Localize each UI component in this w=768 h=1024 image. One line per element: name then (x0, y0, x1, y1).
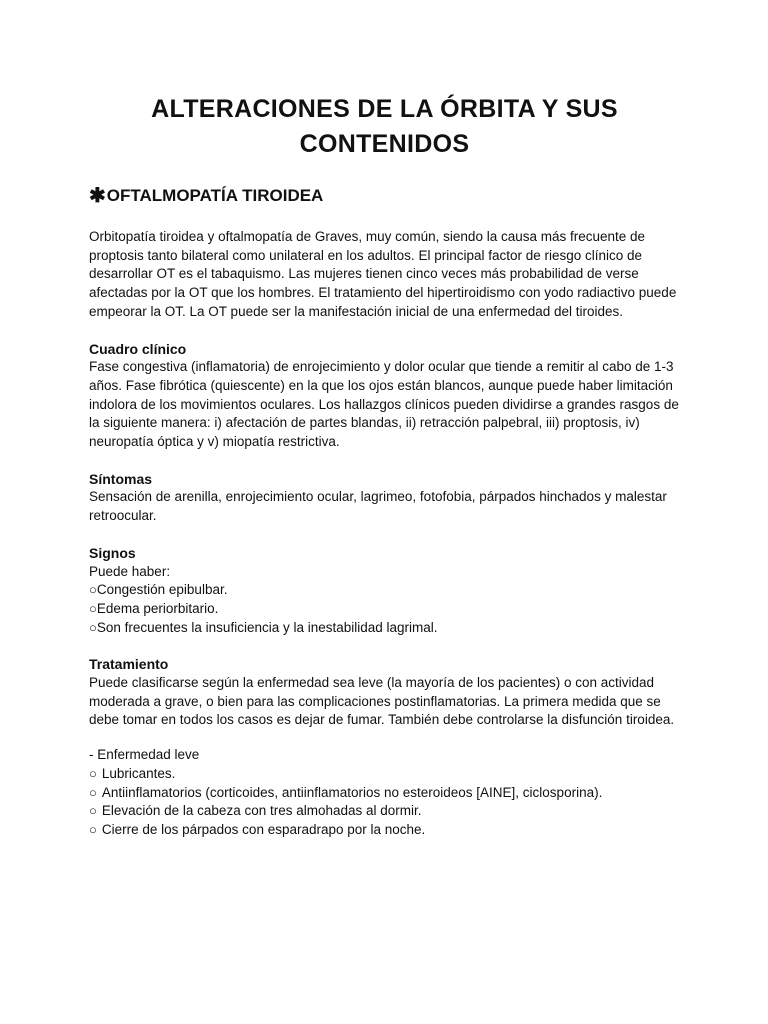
list-item-text: Elevación de la cabeza con tres almohadas al dormir. (101, 803, 422, 819)
asterisk-icon: ✱ (89, 185, 106, 207)
circle-bullet-icon: ○ (89, 821, 97, 837)
enfermedad-leve-block (89, 746, 680, 840)
cuadro-clinico-heading: Cuadro clínico (89, 340, 187, 357)
cuadro-clinico-block (89, 340, 680, 452)
list-item-text: Antiinflamatorios (corticoides, antiinflamatorios no esteroideos [AINE], ciclosporina). (101, 784, 603, 800)
list-item-text: Cierre de los párpados con esparadrapo por la noche. (101, 821, 426, 837)
sintomas-heading: Síntomas (89, 470, 153, 487)
signos-block (89, 544, 680, 638)
circle-bullet-icon: ○ (89, 582, 97, 598)
tratamiento-heading: Tratamiento (89, 656, 169, 673)
tratamiento-text: Puede clasificarse según la enfermedad sea leve (la mayoría de los pacientes) o con actividad moderada a grave, o bien para las complicaciones postinflamatorias. La primera medida que se debe tomar en todos los casos es dejar de fumar. También debe controlarse la disfunción tiroidea. (89, 675, 675, 728)
circle-bullet-icon: ○ (89, 600, 97, 616)
list-item (89, 821, 680, 840)
list-item (89, 619, 680, 638)
list-item-text: Congestión epibulbar. (96, 582, 228, 598)
section-heading (89, 184, 680, 208)
document-title: ALTERACIONES DE LA ÓRBITA Y SUS CONTENIDOS (151, 95, 618, 158)
circle-bullet-icon: ○ (89, 765, 97, 781)
circle-bullet-icon: ○ (89, 784, 97, 800)
cuadro-clinico-text: Fase congestiva (inflamatoria) de enrojecimiento y dolor ocular que tiende a remitir al cabo de 1-3 años. Fase fibrótica (quiescente) en la que los ojos están blancos, aunque puede haber limitación indolora de los movimientos oculares. Los hallazgos clínicos pueden dividirse a grandes rasgos de la siguiente manera: i) afectación de partes blandas, ii) retracción palpebral, iii) proptosis, iv) neuropatía óptica y v) miopatía restrictiva. (89, 359, 679, 450)
signos-heading: Signos (89, 544, 136, 561)
list-item (89, 581, 680, 600)
list-item (89, 765, 680, 784)
signos-intro: Puede haber: (89, 563, 171, 579)
tratamiento-block (89, 655, 680, 730)
list-item (89, 600, 680, 619)
list-item-text: Son frecuentes la insuficiencia y la inestabilidad lagrimal. (96, 619, 438, 635)
circle-bullet-icon: ○ (89, 803, 97, 819)
list-item (89, 784, 680, 803)
intro-paragraph: Orbitopatía tiroidea y oftalmopatía de Graves, muy común, siendo la causa más frecuente de proptosis tanto bilateral como unilateral en los adultos. El principal factor de riesgo clínico de desarrollar OT es el tabaquismo. Las mujeres tienen cinco veces más probabilidad de verse afectadas por la OT que los hombres. El tratamiento del hipertiroidismo con yodo radiactivo puede empeorar la OT. La OT puede ser la manifestación inicial de una enfermedad del tiroides. (89, 229, 677, 319)
circle-bullet-icon: ○ (89, 619, 97, 635)
list-item-text: Edema periorbitario. (96, 600, 219, 616)
enfermedad-leve-heading: - Enfermedad leve (89, 747, 200, 763)
list-item-text: Lubricantes. (101, 765, 176, 781)
sintomas-block (89, 470, 680, 526)
list-item (89, 802, 680, 821)
section-heading-text: OFTALMOPATÍA TIROIDEA (106, 186, 324, 205)
sintomas-text: Sensación de arenilla, enrojecimiento ocular, lagrimeo, fotofobia, párpados hinchados y malestar retroocular. (89, 489, 667, 524)
